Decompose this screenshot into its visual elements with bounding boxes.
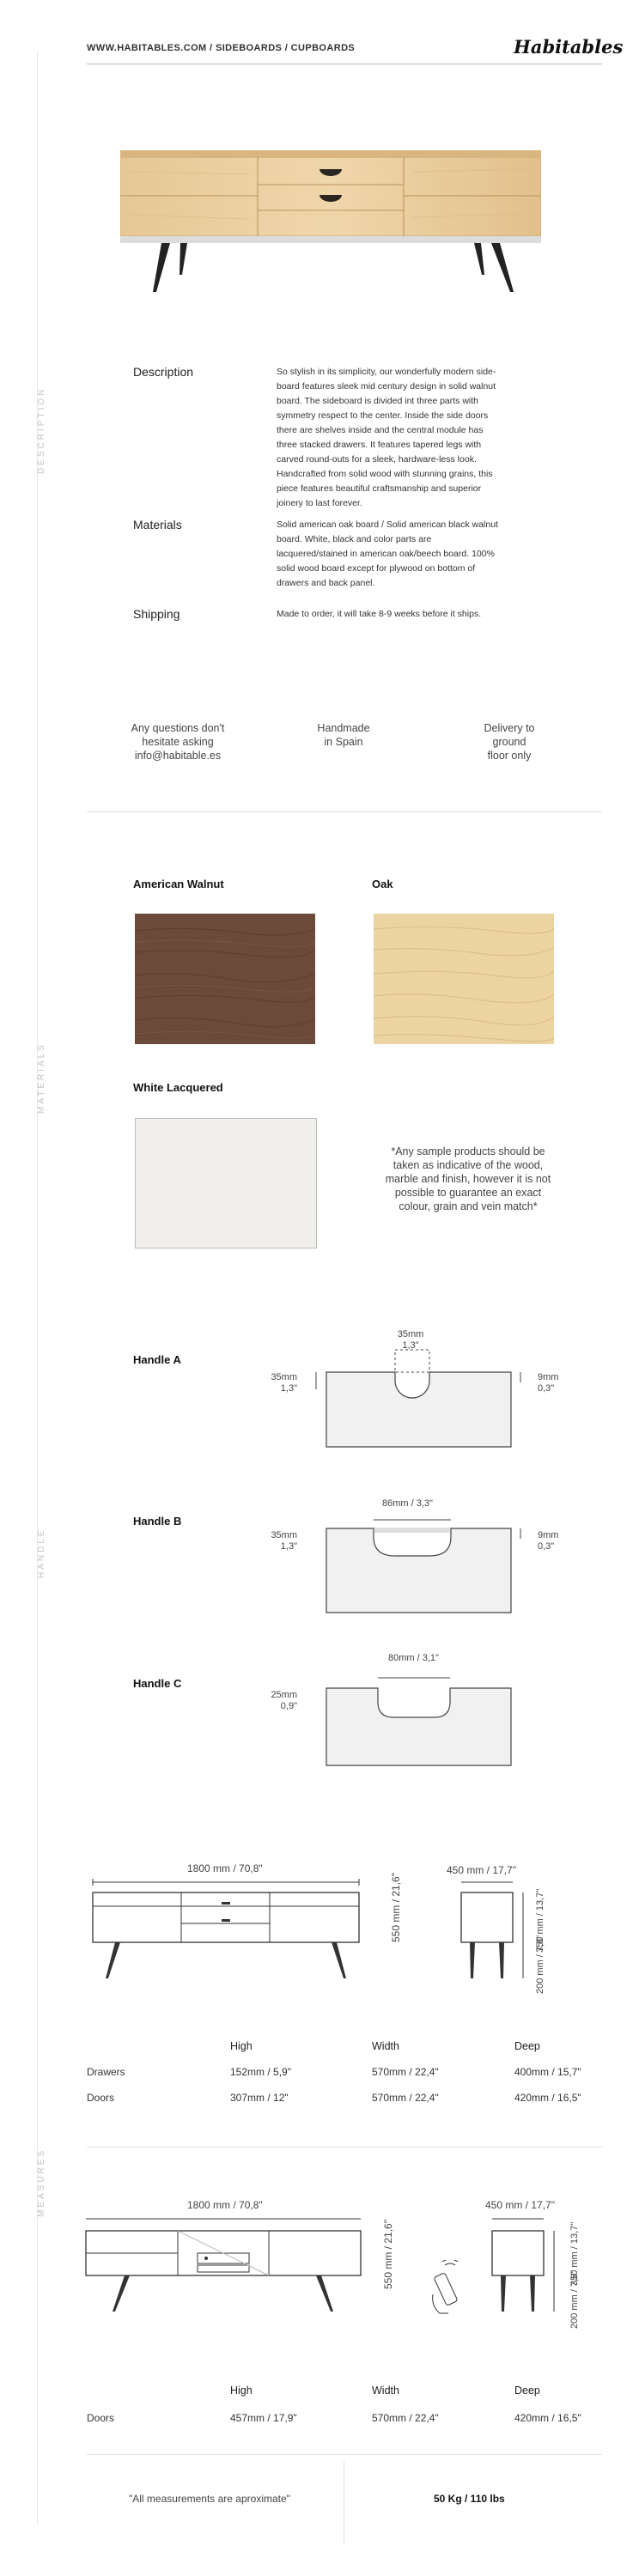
handle-c-diagram bbox=[301, 1666, 537, 1767]
measure-1-header-width: Width bbox=[372, 2040, 399, 2052]
material-disclaimer: *Any sample products should be taken as indicative of the wood, marble and finish, however it is not possible to guarantee an exact colour, grain and vein match* bbox=[385, 1145, 551, 1212]
measure-1-header-deep: Deep bbox=[514, 2040, 540, 2052]
description-title: Description bbox=[133, 365, 194, 379]
habitables-logo[interactable]: Habitables bbox=[514, 36, 624, 58]
measure-1-row-high: 307mm / 12" bbox=[230, 2092, 289, 2104]
breadcrumb[interactable]: WWW.HABITABLES.COM / SIDEBOARDS / CUPBOARDS bbox=[87, 43, 356, 53]
measure-2-header-high: High bbox=[230, 2385, 253, 2397]
measure-2-leg-height: 200 mm / 7,8" bbox=[569, 2269, 580, 2329]
shipping-text: Made to order, it will take 8-9 weeks before it ships. bbox=[277, 609, 482, 619]
measure-1-row-width: 570mm / 22,4" bbox=[372, 2092, 439, 2104]
measure-1-front-drawing bbox=[84, 1879, 393, 1990]
side-label-description: DESCRIPTION bbox=[37, 386, 46, 474]
swatch-walnut[interactable] bbox=[135, 914, 315, 1044]
swatch-title-oak: Oak bbox=[372, 878, 393, 890]
section-divider-1 bbox=[87, 811, 602, 812]
handle-a-title: Handle A bbox=[133, 1353, 181, 1366]
handle-c-left-dim: 25mm 0,9" bbox=[271, 1690, 297, 1711]
swatch-white-lacquered[interactable] bbox=[135, 1118, 317, 1249]
measure-2-total-height: 550 mm / 21,6" bbox=[382, 2220, 394, 2289]
sideboard-product-image bbox=[120, 150, 541, 296]
swatch-title-walnut: American Walnut bbox=[133, 878, 224, 890]
measure-2-row-width: 570mm / 22,4" bbox=[372, 2412, 439, 2424]
handle-a-left-dim: 35mm 1,3" bbox=[271, 1372, 297, 1394]
shipping-title: Shipping bbox=[133, 607, 180, 621]
measure-1-header-high: High bbox=[230, 2040, 253, 2052]
measure-2-front-drawing bbox=[77, 2215, 386, 2327]
footer-divider bbox=[87, 2454, 602, 2455]
measure-1-total-height: 550 mm / 21,6" bbox=[390, 1873, 402, 1942]
swatch-title-white: White Lacquered bbox=[133, 1081, 223, 1094]
measure-2-body-height: 350 mm / 13,7" bbox=[569, 2221, 580, 2286]
footer-approx-note: "All measurements are aproximate" bbox=[129, 2493, 290, 2505]
footer-weight: 50 Kg / 110 lbs bbox=[434, 2493, 505, 2505]
handle-b-title: Handle B bbox=[133, 1515, 182, 1528]
handle-b-top-dim: 86mm / 3,3" bbox=[382, 1498, 433, 1509]
measure-1-row-width: 570mm / 22,4" bbox=[372, 2066, 439, 2078]
handle-b-right-dim: 9mm 0,3" bbox=[538, 1530, 559, 1552]
measure-1-row-high: 152mm / 5,9" bbox=[230, 2066, 291, 2078]
remote-control-icon bbox=[428, 2260, 462, 2317]
measure-1-row-deep: 420mm / 16,5" bbox=[514, 2092, 581, 2104]
info-delivery: Delivery to ground floor only bbox=[484, 722, 535, 762]
swatch-oak[interactable] bbox=[374, 914, 554, 1044]
measure-1-leg-height: 200 mm / 7,8" bbox=[535, 1935, 545, 1994]
materials-title: Materials bbox=[133, 518, 182, 532]
handle-a-top-dim: 35mm 1,3" bbox=[397, 1329, 424, 1351]
measure-2-total-width: 1800 mm / 70,8" bbox=[187, 2199, 263, 2211]
measure-1-row-deep: 400mm / 15,7" bbox=[514, 2066, 581, 2078]
measure-1-body-height: 350 mm / 13,7" bbox=[535, 1888, 545, 1953]
side-label-handle: HANDLE bbox=[37, 1528, 46, 1578]
handle-c-title: Handle C bbox=[133, 1677, 182, 1690]
materials-text: Solid american oak board / Solid american black walnut board. White, black and color parts are lacquered/stained in american oak/beech board. 100% solid wood board except for plywood on bottom of drawers and back panel. bbox=[277, 519, 498, 588]
handle-a-right-dim: 9mm 0,3" bbox=[538, 1372, 559, 1394]
measure-2-row-label: Doors bbox=[87, 2412, 115, 2424]
measure-2-row-high: 457mm / 17,9" bbox=[230, 2412, 297, 2424]
handle-b-diagram bbox=[301, 1511, 537, 1614]
measure-2-row-deep: 420mm / 16,5" bbox=[514, 2412, 581, 2424]
measure-1-side-drawing bbox=[444, 1879, 539, 1990]
measure-1-total-depth: 450 mm / 17,7" bbox=[447, 1864, 516, 1876]
handle-c-top-dim: 80mm / 3,1" bbox=[388, 1653, 439, 1663]
measure-2-total-depth: 450 mm / 17,7" bbox=[485, 2199, 555, 2211]
measure-1-total-width: 1800 mm / 70,8" bbox=[187, 1862, 263, 1874]
measure-2-header-width: Width bbox=[372, 2385, 399, 2397]
measure-1-row-label: Drawers bbox=[87, 2066, 125, 2078]
info-handmade: Handmade in Spain bbox=[317, 722, 370, 748]
description-text: So stylish in its simplicity, our wonderfully modern side-board features sleek mid century design in solid walnut board. The sideboard is divided int three parts with symmetry respect to the center. Inside the side doors there are shelves inside and the central module has three stacked drawers. It features tapered legs with carved round-outs for a sleek, hardware-less look. Handcrafted from solid wood with stunning grains, this piece features beautiful craftsmanship and superior joinery to last forever. bbox=[277, 367, 496, 508]
measure-2-side-drawing bbox=[475, 2215, 569, 2327]
section-divider-2 bbox=[87, 2147, 602, 2148]
measure-2-header-deep: Deep bbox=[514, 2385, 540, 2397]
side-label-materials: MATERIALS bbox=[37, 1042, 46, 1114]
handle-b-left-dim: 35mm 1,3" bbox=[271, 1530, 297, 1552]
handle-a-diagram bbox=[301, 1348, 537, 1449]
measure-1-row-label: Doors bbox=[87, 2092, 115, 2104]
side-label-measures: MEASURES bbox=[37, 2148, 46, 2217]
info-contact[interactable]: Any questions don't hesitate asking info@habitable.es bbox=[131, 722, 225, 762]
